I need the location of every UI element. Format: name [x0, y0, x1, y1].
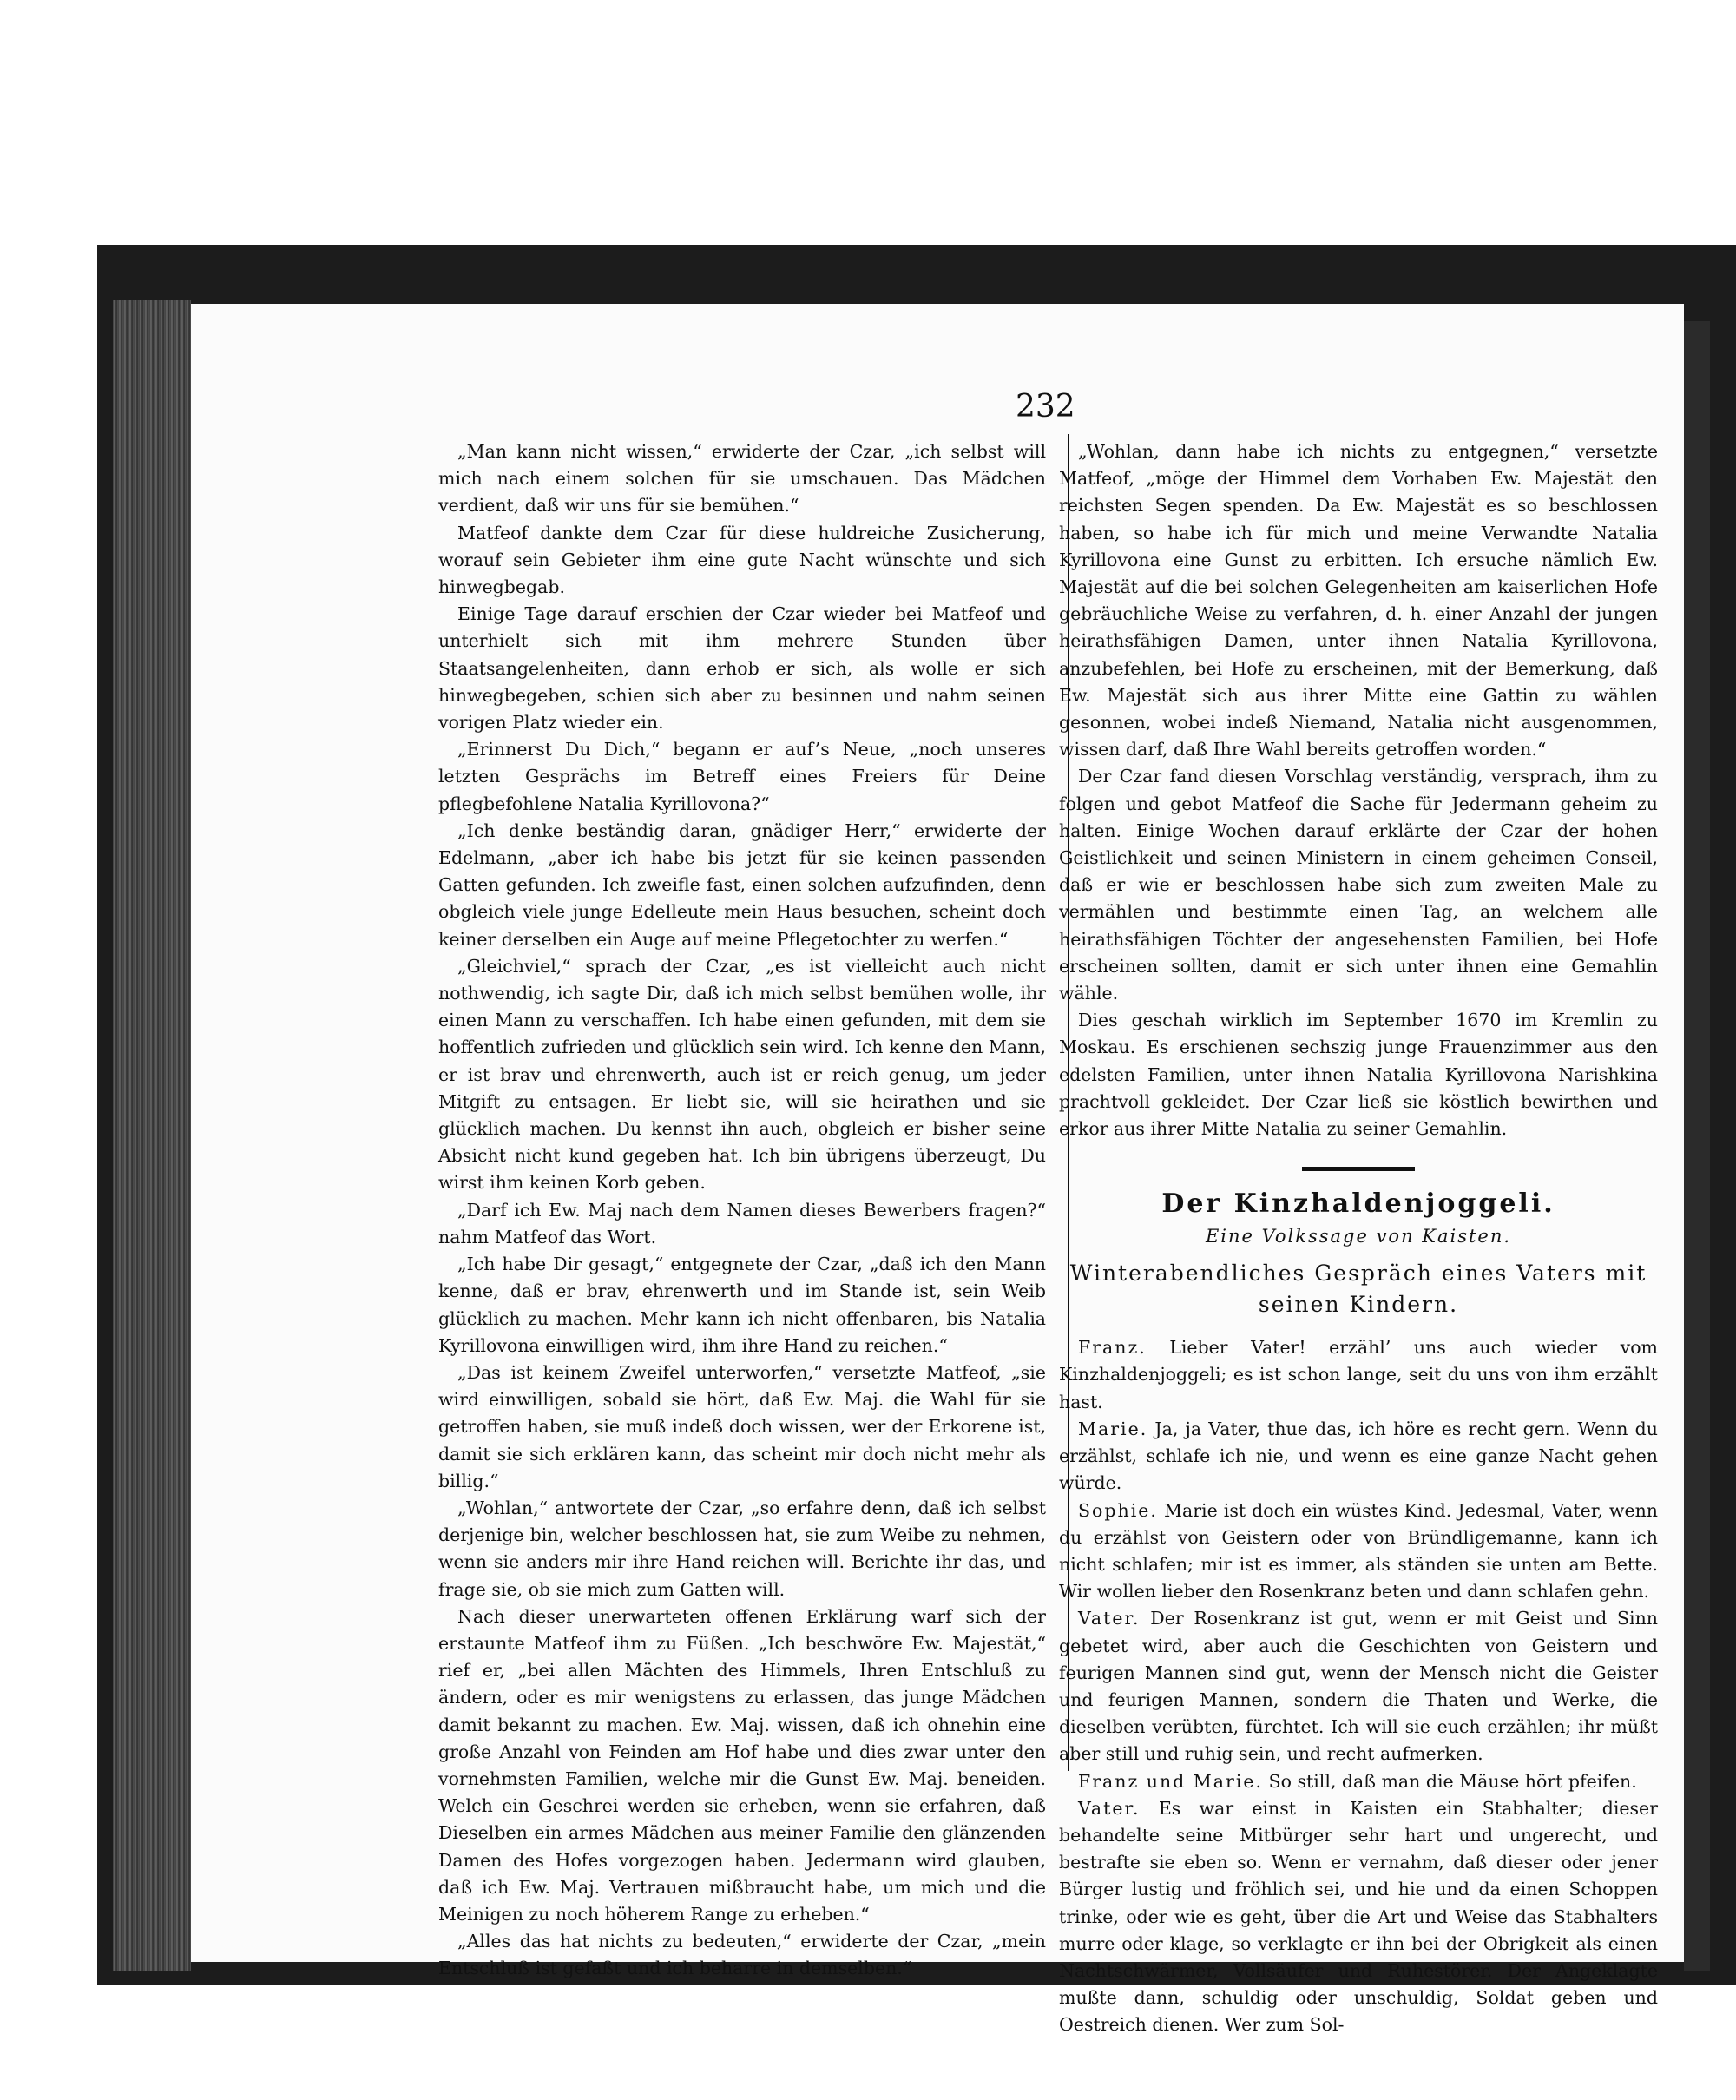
dialog-text: Es war einst in Kaisten ein Stabhalter; dieser behandelte seine Mitbürger sehr hart und ungerecht, und bestrafte sie eben so. Wenn er vernahm, daß dieser oder jener Bürger lustig und fröhlich sei, und hie und da einen Schoppen trinke, oder wie es geht, über die Art und Weise das Stabhalters murre oder klage, so verklagte er ihn bei der Obrigkeit als einen Nachtschwärmer, Vollsäufer und Ruhestörer. Der Angeklagte mußte dann, schuldig oder unschuldig, Soldat geben und Oestreich dienen. Wer zum Sol-: [1059, 1797, 1658, 2036]
paragraph: „Wohlan,“ antwortete der Czar, „so erfahre denn, daß ich selbst derjenige bin, welcher beschlossen hat, sie zum Weibe zu nehmen, wenn sie anders mir ihre Hand reichen will. Berichte ihr das, und frage sie, ob sie mich zum Gatten will.: [438, 1497, 1046, 1600]
dialog-line: [1059, 1334, 1658, 1416]
paragraph: „Ich denke beständig daran, gnädiger Herr,“ erwiderte der Edelmann, „aber ich habe bis jetzt für sie keinen passenden Gatten gefunden. Ich zweifle fast, einen solchen aufzufinden, denn obgleich viele junge Edelleute mein Haus besuchen, scheint doch keiner derselben ein Auge auf meine Pflegetochter zu werfen.“: [438, 820, 1046, 950]
title-rule: [1302, 1167, 1415, 1171]
paragraph: Einige Tage darauf erschien der Czar wieder bei Matfeof und unterhielt sich mit ihm mehrere Stunden über Staatsangelenheiten, dann erhob er sich, als wolle er sich hinwegbegeben, schien sich aber zu besinnen und nahm seinen vorigen Platz wieder ein.: [438, 603, 1046, 734]
paragraph: Matfeof dankte dem Czar für diese huldreiche Zusicherung, worauf sein Gebieter ihm eine gute Nacht wünschte und sich hinwegbegab.: [438, 522, 1046, 598]
dialog-line: [1059, 1416, 1658, 1498]
speaker: Sophie.: [1078, 1499, 1158, 1521]
paragraph: Nach dieser unerwarteten offenen Erklärung warf sich der erstaunte Matfeof ihm zu Füßen. „Ich beschwöre Ew. Majestät,“ rief er, „bei allen Mächten des Himmels, Ihren Entschluß zu ändern, oder es mir wenigstens zu erlassen, das junge Mädchen damit bekannt zu machen. Ew. Maj. wissen, daß ich ohnehin eine große Anzahl von Feinden am Hof habe und dies zwar unter den vornehmsten Familien, welche mir die Gunst Ew. Maj. beneiden. Welch ein Geschrei werden sie erheben, wenn sie erfahren, daß Dieselben ein armes Mädchen aus meiner Familie den glänzenden Damen des Hofes vorgezogen haben. Jedermann wird glauben, daß ich Ew. Maj. Vertrauen mißbraucht habe, um mich und die Meinigen zu noch höherem Range zu erheben.“: [438, 1605, 1046, 1925]
paragraph: Dies geschah wirklich im September 1670 im Kremlin zu Moskau. Es erschienen sechszig junge Frauenzimmer aus den edelsten Familien, unter ihnen Natalia Kyrillovona Narishkina prachtvoll gekleidet. Der Czar ließ sie köstlich bewirthen und erkor aus ihrer Mitte Natalia zu seiner Gemahlin.: [1059, 1010, 1658, 1140]
speaker: Vater.: [1078, 1608, 1141, 1629]
dialog-line: [1059, 1795, 1658, 2039]
dialog-text: So still, daß man die Mäuse hört pfeifen.: [1268, 1770, 1637, 1792]
article-title: Der Kinzhaldenjoggeli.: [1161, 1188, 1555, 1220]
article-heading: Winterabendliches Gespräch eines Vaters mit seinen Kindern.: [1069, 1261, 1647, 1318]
speaker: Franz.: [1078, 1337, 1147, 1359]
paragraph: „Das ist keinem Zweifel unterworfen,“ versetzte Matfeof, „sie wird einwilligen, sobald sie hört, daß Ew. Maj. die Wahl für sie getroffen haben, sie muß indeß doch wissen, wer der Erkorene ist, damit sie sich erklären kann, das scheint mir doch nicht mehr als billig.“: [438, 1361, 1046, 1491]
paragraph: „Man kann nicht wissen,“ erwiderte der Czar, „ich selbst will mich nach einem solchen für sie umschauen. Das Mädchen verdient, daß wir uns für sie bemühen.“: [438, 441, 1046, 517]
page-number: 232: [1016, 389, 1075, 425]
speaker: Vater.: [1078, 1797, 1141, 1819]
dialog-text: Marie ist doch ein wüstes Kind. Jedesmal, Vater, wenn du erzählst von Geistern oder von Bründligemanne, kann ich nicht schlafen; mir ist es immer, als ständen sie unten am Bette. Wir wollen lieber den Rosenkranz beten und dann schlafen gehn.: [1059, 1499, 1658, 1603]
paragraph: „Gleichviel,“ sprach der Czar, „es ist vielleicht auch nicht nothwendig, ich sagte Dir, daß ich mich selbst bemühen wolle, ihr einen Mann zu verschaffen. Ich habe einen gefunden, mit dem sie hoffentlich zufrieden und glücklich sein wird. Ich kenne den Mann, er ist brav und ehrenwerth, auch ist er reich genug, um jeder Mitgift zu entsagen. Er liebt sie, will sie heirathen und sie glücklich machen. Du kennst ihn auch, obgleich er bisher seine Absicht nicht kund gegeben hat. Ich bin übrigens überzeugt, Du wirst ihm keinen Korb geben.: [438, 955, 1046, 1194]
dialog-line: [1059, 1498, 1658, 1606]
paragraph: „Alles das hat nichts zu bedeuten,“ erwiderte der Czar, „mein Entschluß ist gefaßt und ich beharre in demselben.“: [438, 1931, 1046, 1979]
dialog: [1059, 1334, 1658, 2038]
dialog-line: [1059, 1605, 1658, 1768]
speaker: Franz und Marie.: [1078, 1770, 1264, 1792]
dialog-text: Ja, ja Vater, thue das, ich höre es recht gern. Wenn du erzählst, schlafe ich nie, und wenn es eine ganze Nacht gehen würde.: [1059, 1418, 1658, 1494]
left-column: [438, 438, 1046, 1983]
dialog-text: Der Rosenkranz ist gut, wenn er mit Geist und Sinn gebetet wird, aber auch die Geschichten von Geistern und feurigen Mannen sind gut, wenn der Mensch nicht die Geister und feurigen Mannen, sondern die Thaten und Werke, die dieselben verübten, fürchtet. Ich will sie euch erzählen; ihr müßt aber still und ruhig sein, und recht aufmerken.: [1059, 1608, 1658, 1765]
paragraph: „Erinnerst Du Dich,“ begann er auf’s Neue, „noch unseres letzten Gesprächs im Betreff eines Freiers für Deine pflegbefohlene Natalia Kyrillovona?“: [438, 739, 1046, 814]
dialog-text: Lieber Vater! erzähl’ uns auch wieder vom Kinzhaldenjoggeli; es ist schon lange, seit du uns von ihm erzählt hast.: [1059, 1337, 1658, 1412]
article-subtitle: Eine Volkssage von Kaisten.: [1205, 1226, 1512, 1247]
paragraph: „Wohlan, dann habe ich nichts zu entgegnen,“ versetzte Matfeof, „möge der Himmel dem Vorhaben Ew. Majestät den reichsten Segen spenden. Da Ew. Majestät es so beschlossen haben, so habe ich für mich und meine Verwandte Natalia Kyrillovona eine Gunst zu erbitten. Ich ersuche nämlich Ew. Majestät auf die bei solchen Gelegenheiten am kaiserlichen Hofe gebräuchliche Weise zu verfahren, d. h. einer Anzahl der jungen heirathsfähigen Damen, unter ihnen Natalia Kyrillovona, anzubefehlen, bei Hofe zu erscheinen, mit der Bemerkung, daß Ew. Majestät sich aus ihrer Mitte eine Gattin zu wählen gesonnen, wobei indeß Niemand, Natalia nicht ausgenommen, wissen darf, daß Ihre Wahl bereits getroffen worden.“: [1059, 441, 1658, 760]
speaker: Marie.: [1078, 1418, 1148, 1439]
paragraph: „Darf ich Ew. Maj nach dem Namen dieses Bewerbers fragen?“ nahm Matfeof das Wort.: [438, 1199, 1046, 1247]
paragraph: Der Czar fand diesen Vorschlag verständig, versprach, ihm zu folgen und gebot Matfeof die Sache für Jedermann geheim zu halten. Einige Wochen darauf erklärte der Czar der hohen Geistlichkeit und seinen Ministern in einem geheimen Conseil, daß er wie er beschlossen habe sich zum zweiten Male zu vermählen und bestimmte einen Tag, an welchem alle heirathsfähigen Töchter der angesehensten Familien, bei Hofe erscheinen sollten, damit er sich unter ihnen eine Gemahlin wähle.: [1059, 766, 1658, 1004]
right-column: [1059, 438, 1658, 2039]
paragraph: „Ich habe Dir gesagt,“ entgegnete der Czar, „daß ich den Mann kenne, daß er brav, ehrenwerth und im Stande ist, sein Weib glücklich zu machen. Mehr kann ich nicht offenbaren, bis Natalia Kyrillovona einwilligen wird, ihm ihre Hand zu reichen.“: [438, 1254, 1046, 1356]
book-right-edge: [1684, 321, 1710, 1971]
dialog-line: [1059, 1768, 1658, 1795]
page-stack-edge: [113, 300, 191, 1971]
